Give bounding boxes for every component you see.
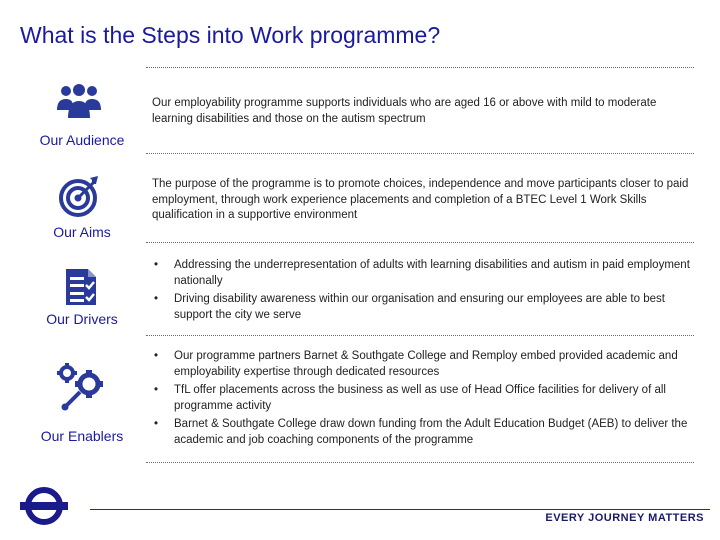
list-item: • TfL offer placements across the business as well as use of Head Office facilities for delivery of all programme activity bbox=[152, 383, 692, 414]
checklist-icon bbox=[64, 267, 98, 307]
enablers-label: Our Enablers bbox=[40, 428, 124, 444]
list-item: • Driving disability awareness within our organisation and ensuring our employees are able to best support the city we serve bbox=[152, 292, 692, 323]
audience-label: Our Audience bbox=[39, 132, 125, 148]
audience-text: Our employability programme supports individuals who are aged 16 or above with mild to moderate learning disabilities and those on the autism spectrum bbox=[152, 97, 657, 125]
page-title: What is the Steps into Work programme? bbox=[20, 22, 441, 48]
divider bbox=[146, 462, 694, 463]
target-icon bbox=[58, 174, 102, 218]
divider bbox=[146, 335, 694, 336]
footer-tagline: EVERY JOURNEY MATTERS bbox=[545, 512, 704, 524]
footer-rule bbox=[90, 509, 710, 510]
aims-text: The purpose of the programme is to promote choices, independence and move participants closer to paid employment, through work experience placements and completion of a BTEC Level 1 Work Skills qualification in a supportive environment bbox=[152, 178, 689, 221]
enablers-list bbox=[152, 349, 692, 451]
list-item: • Barnet & Southgate College draw down funding from the Adult Education Budget (AEB) to deliver the academic and job coaching components of the programme bbox=[152, 417, 692, 448]
roundel-logo bbox=[18, 486, 70, 526]
list-item: • Our programme partners Barnet & Southgate College and Remploy embed provided academic and employability expertise through dedicated resources bbox=[152, 349, 692, 380]
gears-tools-icon bbox=[56, 362, 106, 412]
drivers-label: Our Drivers bbox=[46, 311, 118, 327]
divider bbox=[146, 153, 694, 154]
aims-label: Our Aims bbox=[53, 224, 111, 240]
people-group-icon bbox=[54, 84, 104, 120]
list-item: • Addressing the underrepresentation of adults with learning disabilities and autism in paid employment nationally bbox=[152, 258, 692, 289]
drivers-list bbox=[152, 258, 692, 326]
divider bbox=[146, 242, 694, 243]
divider bbox=[146, 67, 694, 68]
